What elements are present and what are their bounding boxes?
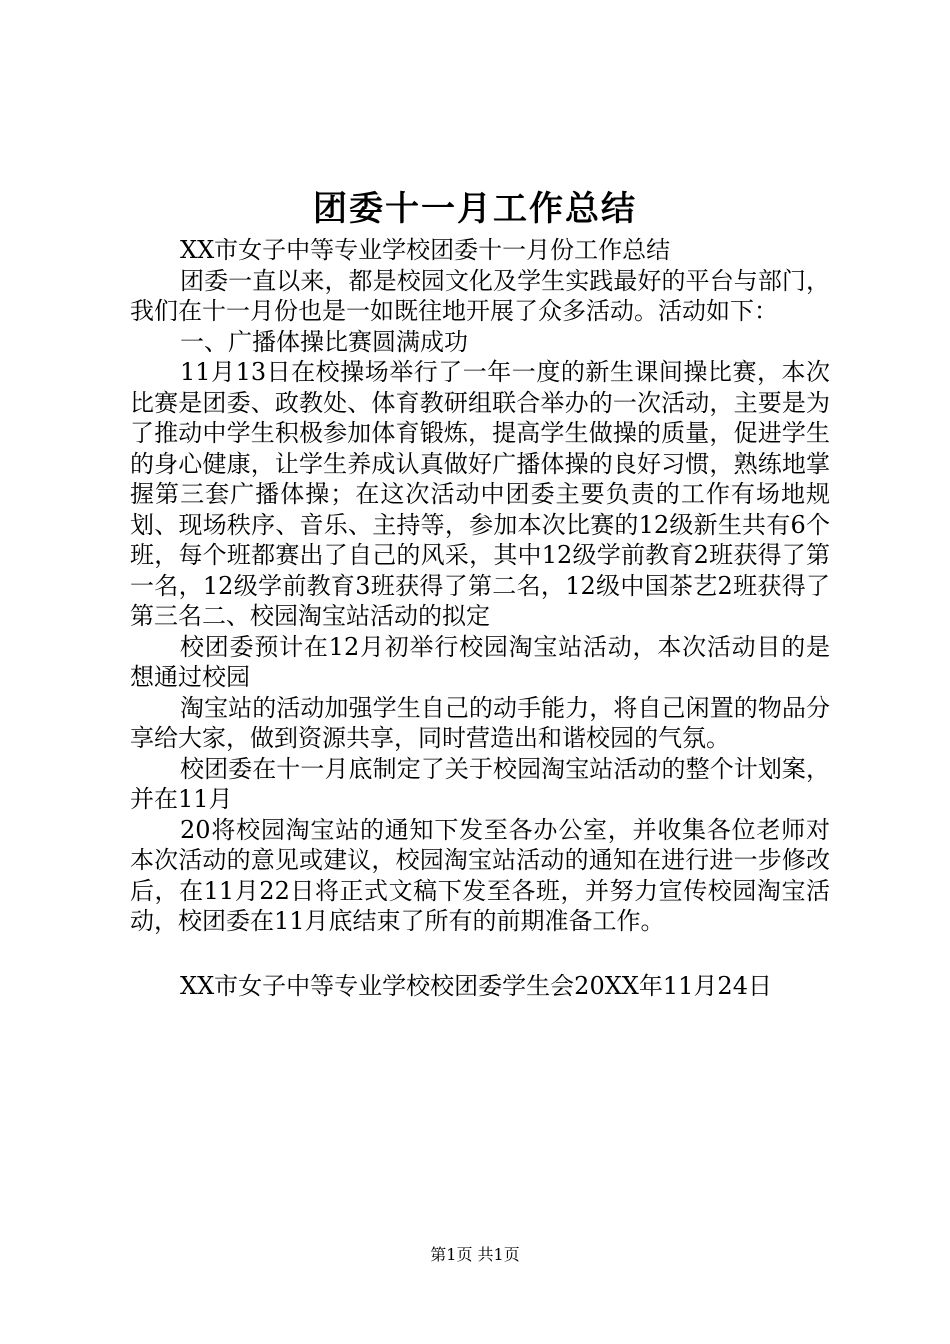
document-title: 团委十一月工作总结: [313, 189, 637, 229]
section-heading-1: 一、广播体操比赛圆满成功: [180, 327, 468, 356]
intro-paragraph: 团委一直以来，都是校园文化及学生实践最好的平台与部门，我们在十一月份也是一如既往地开展了众多活动。活动如下：: [130, 266, 830, 325]
signature-line: XX市女子中等专业学校校团委学生会20XX年11月24日: [180, 971, 772, 1000]
section-2-paragraph-3: 校团委在十一月底制定了关于校园淘宝站活动的整个计划案，并在11月: [130, 754, 830, 813]
section-2-paragraph-4: 20将校园淘宝站的通知下发至各办公室，并收集各位老师对本次活动的意见或建议，校园淘宝站活动的通知在进行进一步修改后，在11月22日将正式文稿下发至各班，并努力宣传校园淘宝活动，校团委在11月底结束了所有的前期准备工作。: [130, 815, 830, 935]
section-2-paragraph-1: 校团委预计在12月初举行校园淘宝站活动，本次活动目的是想通过校园: [130, 632, 830, 691]
section-2-paragraph-2: 淘宝站的活动加强学生自己的动手能力，将自己闲置的物品分享给大家，做到资源共享，同时营造出和谐校园的气氛。: [130, 693, 830, 752]
section-1-paragraph: 11月13日在校操场举行了一年一度的新生课间操比赛，本次比赛是团委、政教处、体育教研组联合举办的一次活动，主要是为了推动中学生积极参加体育锻炼，提高学生做操的质量，促进学生的身心健康，让学生养成认真做好广播体操的良好习惯，熟练地掌握第三套广播体操；在这次活动中团委主要负责的工作有场地规划、现场秩序、音乐、主持等，参加本次比赛的12级新生共有6个班，每个班都赛出了自己的风采，其中12级学前教育2班获得了第一名，12级学前教育3班获得了第二名，12级中国茶艺2班获得了第三名二、校园淘宝站活动的拟定: [130, 358, 830, 630]
paragraph-spacer: [130, 937, 830, 971]
page-footer: 第1页 共1页: [430, 1245, 520, 1264]
document-body: [130, 235, 830, 1001]
subtitle-paragraph: XX市女子中等专业学校团委十一月份工作总结: [180, 236, 671, 264]
